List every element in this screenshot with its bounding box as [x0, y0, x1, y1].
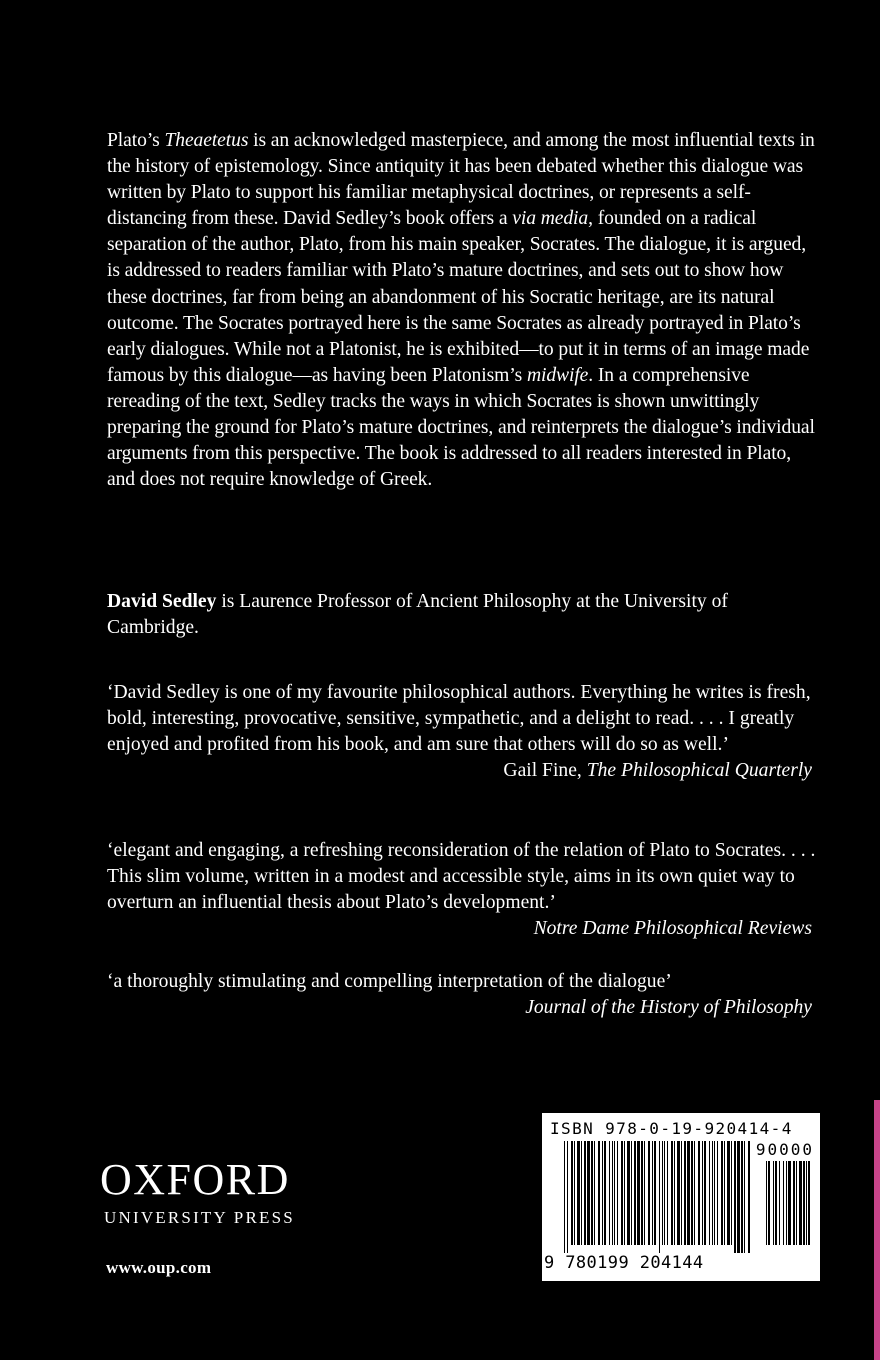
publisher-logo [100, 1155, 295, 1228]
quote-publication: Journal of the History of Philosophy [525, 997, 812, 1019]
quote-author: Gail Fine, [503, 760, 587, 782]
blurb-text: , founded on a radical separation of the author, Plato, from his main speaker, Socrates. The dialogue, it is argued, is addressed to readers familiar with Plato’s mature doctrines, and sets out to show how these doctrines, far from being an abandonment of his Socratic heritage, are its natural outcome. The Socrates portrayed here is the same Socrates as already portrayed in Plato’s early dialogues. While not a Platonist, he is exhibited—to put it in terms of an image made famous by this dialogue—as having been Platonism’s [107, 208, 810, 386]
isbn-barcode [542, 1113, 820, 1281]
spine-color-strip [874, 1100, 880, 1360]
publisher-url: www.oup.com [106, 1258, 212, 1277]
quote-text: ‘a thoroughly stimulating and compelling interpretation of the dialogue’ [107, 971, 672, 992]
quote-text: ‘elegant and engaging, a refreshing reconsideration of the relation of Plato to Socrates. . . . This slim volume, written in a modest and accessible style, aims in its own quiet way to overturn an influential thesis about Plato’s development.’ [107, 840, 816, 914]
review-quote-3 [107, 969, 822, 1021]
isbn-label: ISBN 978-0-19-920414-4 [550, 1119, 793, 1138]
review-quote-2 [107, 838, 822, 942]
midwife-italic: midwife [526, 364, 589, 386]
book-description [107, 128, 822, 493]
author-bio-text: is Laurence Professor of Ancient Philosophy at the University of Cambridge. [107, 591, 728, 639]
barcode-bars [562, 1141, 752, 1253]
barcode-addon-number: 90000 [755, 1140, 814, 1159]
review-quote-1 [107, 680, 822, 784]
blurb-text: is an acknowledged masterpiece, and among the most influential texts in the history of epistemology. Since antiquity it has been debated whether this dialogue was written by Plato to support his familiar metaphysical doctrines, or represents a self-distancing from these. David Sedley’s book offers a [107, 130, 815, 230]
book-title-italic: Theaetetus [164, 130, 249, 151]
quote-source [107, 758, 822, 784]
publisher-subtitle: UNIVERSITY PRESS [104, 1208, 295, 1227]
via-media-italic: via media [512, 208, 589, 230]
blurb-text: Plato’s [107, 130, 165, 151]
addon-barcode-bars [764, 1161, 814, 1253]
quote-publication: The Philosophical Quarterly [586, 760, 812, 782]
quote-publication: Notre Dame Philosophical Reviews [533, 918, 812, 940]
author-name: David Sedley [107, 591, 217, 612]
quote-text: ‘David Sedley is one of my favourite philosophical authors. Everything he writes is fresh, bold, interesting, provocative, sensitive, sympathetic, and a delight to read. . . . I greatly enjoyed and profited from his book, and am sure that others will do so as well.’ [107, 682, 811, 756]
blurb-text: . In a comprehensive rereading of the text, Sedley tracks the ways in which Socrates is shown unwittingly preparing the ground for Plato’s mature doctrines, and reinterprets the dialogue’s individual arguments from this perspective. The book is addressed to all readers interested in Plato, and does not require knowledge of Greek. [107, 364, 815, 491]
publisher-name: OXFORD [100, 1155, 290, 1204]
author-bio [107, 589, 822, 641]
barcode-digits: 9 780199 204144 [544, 1253, 704, 1273]
